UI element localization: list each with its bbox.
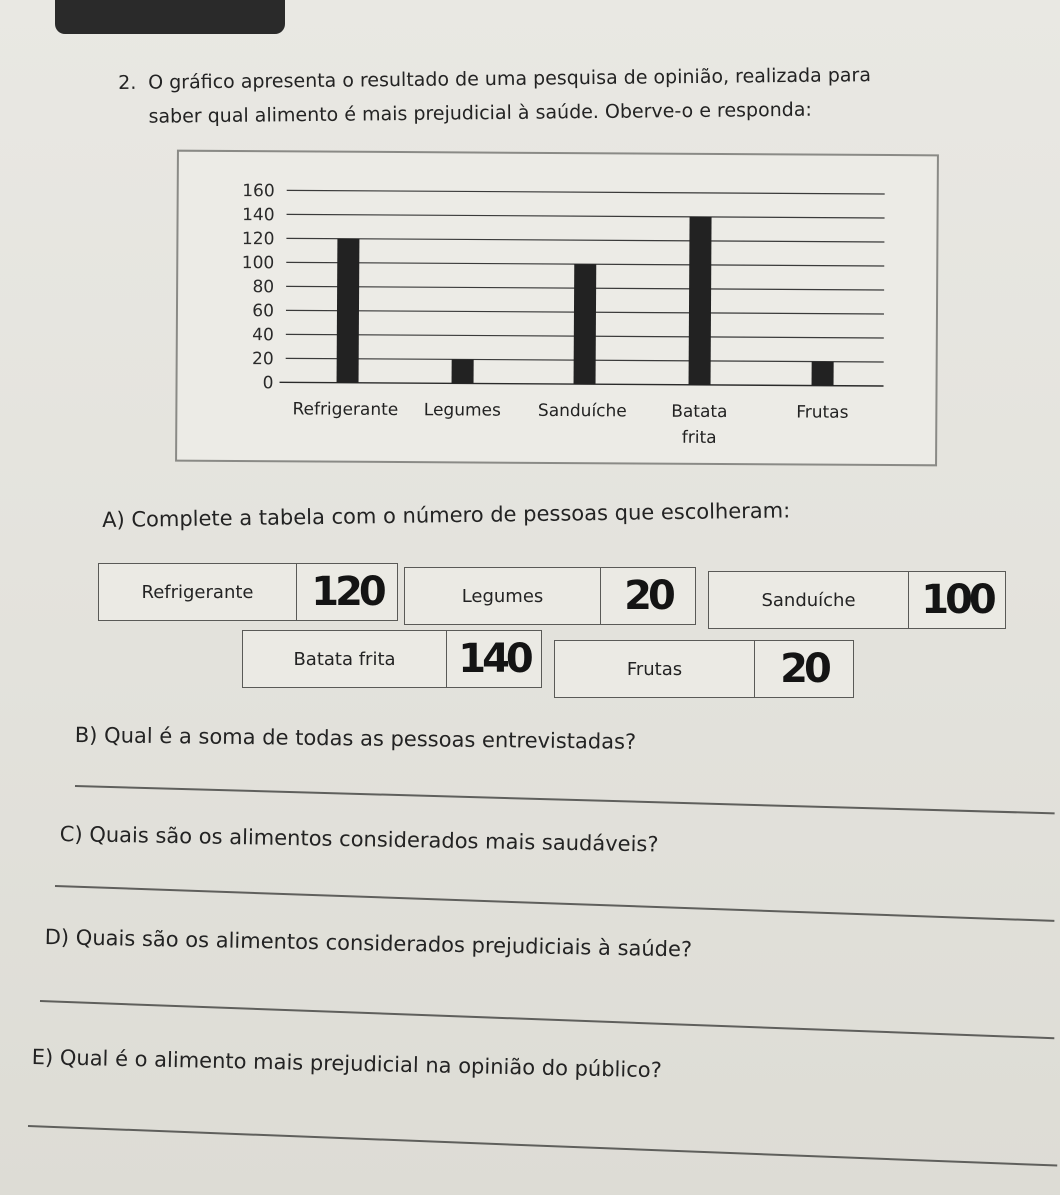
bar	[452, 359, 474, 383]
bar-chart-svg	[177, 152, 937, 465]
table-cell-sanduiche	[708, 571, 1006, 629]
y-tick-label: 60	[252, 301, 275, 322]
table-label: Batata frita	[243, 631, 447, 687]
table-label: Sanduíche	[709, 572, 909, 628]
y-tick-label: 100	[241, 253, 275, 274]
table-answer[interactable]: 20	[780, 646, 828, 692]
y-tick-label: 160	[242, 181, 275, 202]
y-tick-label: 20	[251, 349, 274, 370]
table-cell-batata-frita	[242, 630, 542, 688]
gridline	[287, 214, 885, 218]
part-c-prompt: C) Quais são os alimentos considerados mais saudáveis?	[59, 822, 659, 857]
table-label: Refrigerante	[99, 564, 297, 620]
answer-line-b[interactable]	[75, 785, 1055, 814]
question-2	[118, 56, 1028, 128]
table-label: Legumes	[405, 568, 601, 624]
bar	[574, 264, 597, 384]
question-text-line-1: O gráfico apresenta o resultado de uma pesquisa de opinião, realizada para	[148, 64, 872, 94]
question-text-line-2: saber qual alimento é mais prejudicial à saúde. Oberve-o e responda:	[148, 98, 812, 128]
answer-line-c[interactable]	[55, 885, 1054, 921]
table-answer[interactable]: 100	[921, 577, 993, 623]
x-tick-label: Legumes	[423, 400, 501, 421]
x-tick-label: Sanduíche	[537, 400, 627, 422]
gridline	[287, 190, 885, 194]
table-cell-legumes	[404, 567, 696, 625]
x-tick-label: frita	[681, 427, 717, 448]
answer-line-d[interactable]	[40, 1000, 1054, 1039]
part-a-prompt: A) Complete a tabela com o número de pessoas que escolheram:	[102, 498, 791, 532]
table-answer[interactable]: 120	[311, 569, 383, 615]
table-answer[interactable]: 20	[624, 573, 672, 619]
part-b-prompt: B) Qual é a soma de todas as pessoas entrevistadas?	[74, 723, 637, 754]
table-answer[interactable]: 140	[458, 636, 530, 682]
x-tick-label: Batata	[671, 401, 728, 423]
x-tick-label: Frutas	[796, 402, 849, 423]
y-tick-label: 0	[262, 373, 274, 394]
x-tick-label: Refrigerante	[292, 399, 399, 421]
bar	[337, 239, 360, 383]
header-strip	[55, 0, 285, 34]
part-e-prompt: E) Qual é o alimento mais prejudicial na opinião do público?	[31, 1045, 663, 1083]
table-label: Frutas	[555, 641, 755, 697]
y-tick-label: 40	[252, 325, 274, 346]
bar	[812, 362, 834, 386]
gridline	[286, 238, 884, 242]
bar-chart	[175, 150, 939, 467]
y-tick-label: 140	[242, 205, 275, 226]
table-cell-refrigerante	[98, 563, 398, 621]
answer-line-e[interactable]	[28, 1125, 1057, 1166]
bar	[689, 217, 712, 385]
question-number: 2.	[118, 71, 137, 94]
part-d-prompt: D) Quais são os alimentos considerados prejudiciais à saúde?	[44, 925, 693, 962]
table-cell-frutas	[554, 640, 854, 698]
y-tick-label: 80	[252, 277, 275, 298]
y-tick-label: 120	[241, 229, 275, 250]
